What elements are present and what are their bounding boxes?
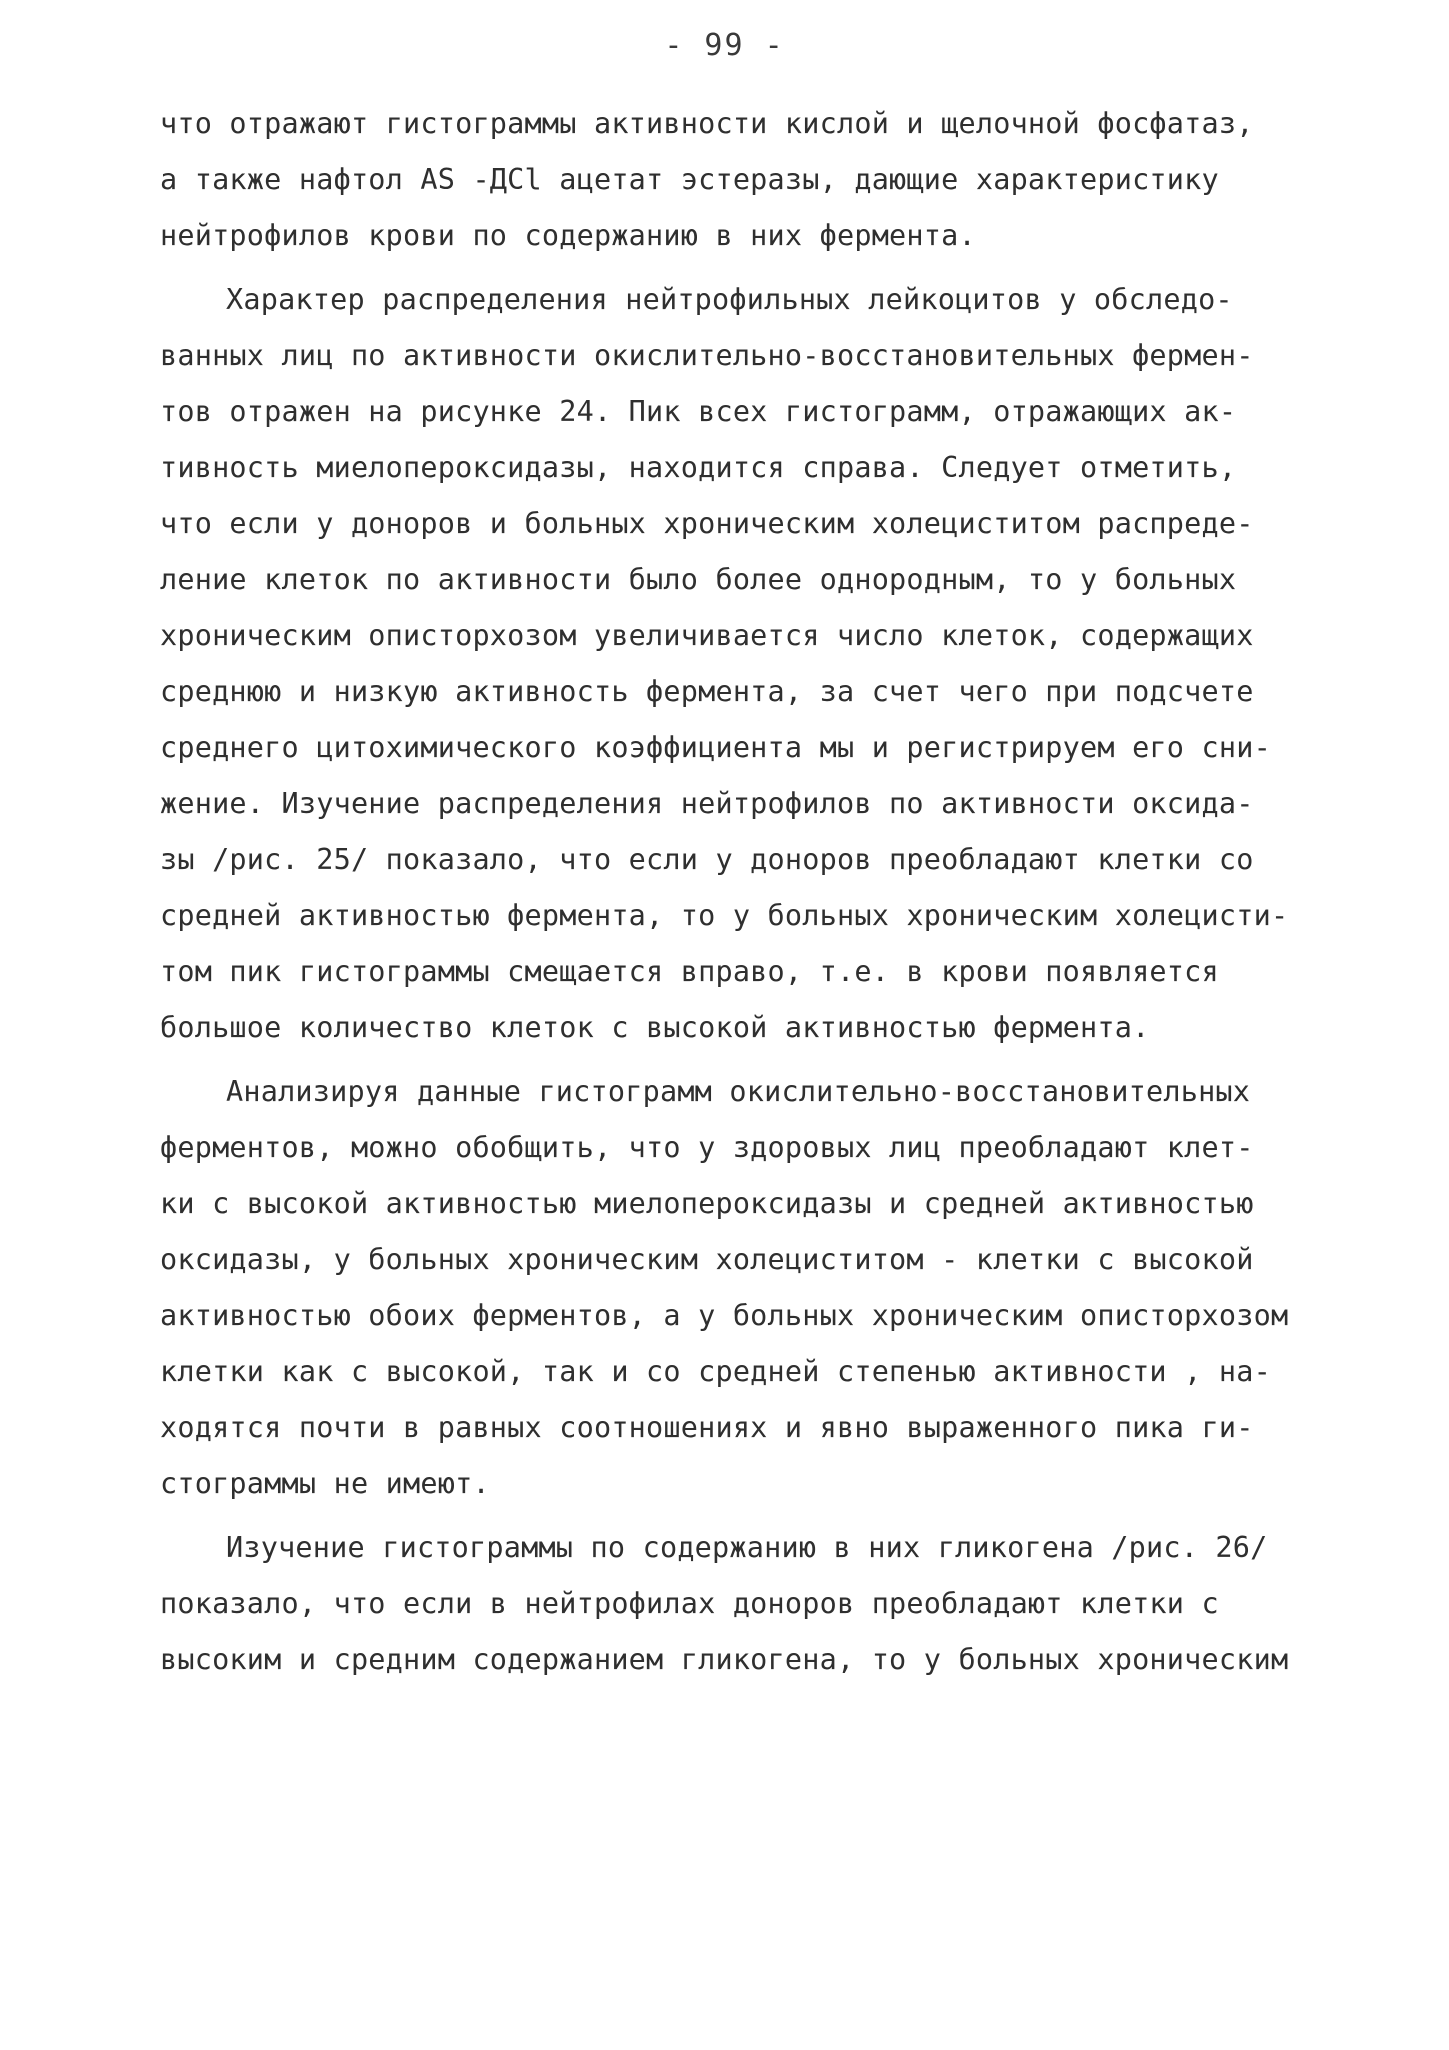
text-line: ферментов, можно обобщить, что у здоровых лиц преобладают клет- <box>160 1131 1254 1164</box>
text-line: хроническим описторхозом увеличивается число клеток, содержащих <box>160 619 1254 652</box>
text-line: активностью обоих ферментов, а у больных хроническим описторхозом <box>160 1299 1289 1332</box>
text-line: ление клеток по активности было более однородным, то у больных <box>160 563 1237 596</box>
text-line: Анализируя данные гистограмм окислительно-восстановительных <box>226 1075 1251 1108</box>
text-line: том пик гистограммы смещается вправо, т.е. в крови появляется <box>160 955 1219 988</box>
text-line: показало, что если в нейтрофилах доноров преобладают клетки с <box>160 1587 1219 1620</box>
text-line: что отражают гистограммы активности кислой и щелочной фосфатаз, <box>160 107 1254 140</box>
text-line: оксидазы, у больных хроническим холециститом - клетки с высокой <box>160 1243 1254 1276</box>
text-line: ки с высокой активностью миелопероксидазы и средней активностью <box>160 1187 1254 1220</box>
text-line: Изучение гистограммы по содержанию в них гликогена /рис. 26/ <box>226 1531 1268 1564</box>
text-line: клетки как с высокой, так и со средней степенью активности , на- <box>160 1355 1271 1388</box>
text-line: а также нафтол AS -ДCl ацетат эстеразы, дающие характеристику <box>160 163 1219 196</box>
text-line: большое количество клеток с высокой активностью фермента. <box>160 1011 1150 1044</box>
text-line: что если у доноров и больных хроническим холециститом распреде- <box>160 507 1254 540</box>
text-line: средней активностью фермента, то у больных хроническим холецисти- <box>160 899 1289 932</box>
text-line: ванных лиц по активности окислительно-восстановительных фермен- <box>160 339 1254 372</box>
text-line: среднюю и низкую активность фермента, за счет чего при подсчете <box>160 675 1254 708</box>
text-line: зы /рис. 25/ показало, что если у доноров преобладают клетки со <box>160 843 1254 876</box>
text-line: среднего цитохимического коэффициента мы и регистрируем его сни- <box>160 731 1271 764</box>
text-line: ходятся почти в равных соотношениях и явно выраженного пика ги- <box>160 1411 1254 1444</box>
page-number: - 99 - <box>664 28 785 63</box>
text-line: высоким и средним содержанием гликогена, то у больных хроническим <box>160 1643 1289 1676</box>
text-line: Характер распределения нейтрофильных лейкоцитов у обследо- <box>226 283 1233 316</box>
text-line: нейтрофилов крови по содержанию в них фермента. <box>160 219 976 252</box>
text-line: тивность миелопероксидазы, находится справа. Следует отметить, <box>160 451 1237 484</box>
text-line: стограммы не имеют. <box>160 1467 490 1500</box>
text-line: тов отражен на рисунке 24. Пик всех гистограмм, отражающих ак- <box>160 395 1237 428</box>
text-line: жение. Изучение распределения нейтрофилов по активности оксида- <box>160 787 1254 820</box>
